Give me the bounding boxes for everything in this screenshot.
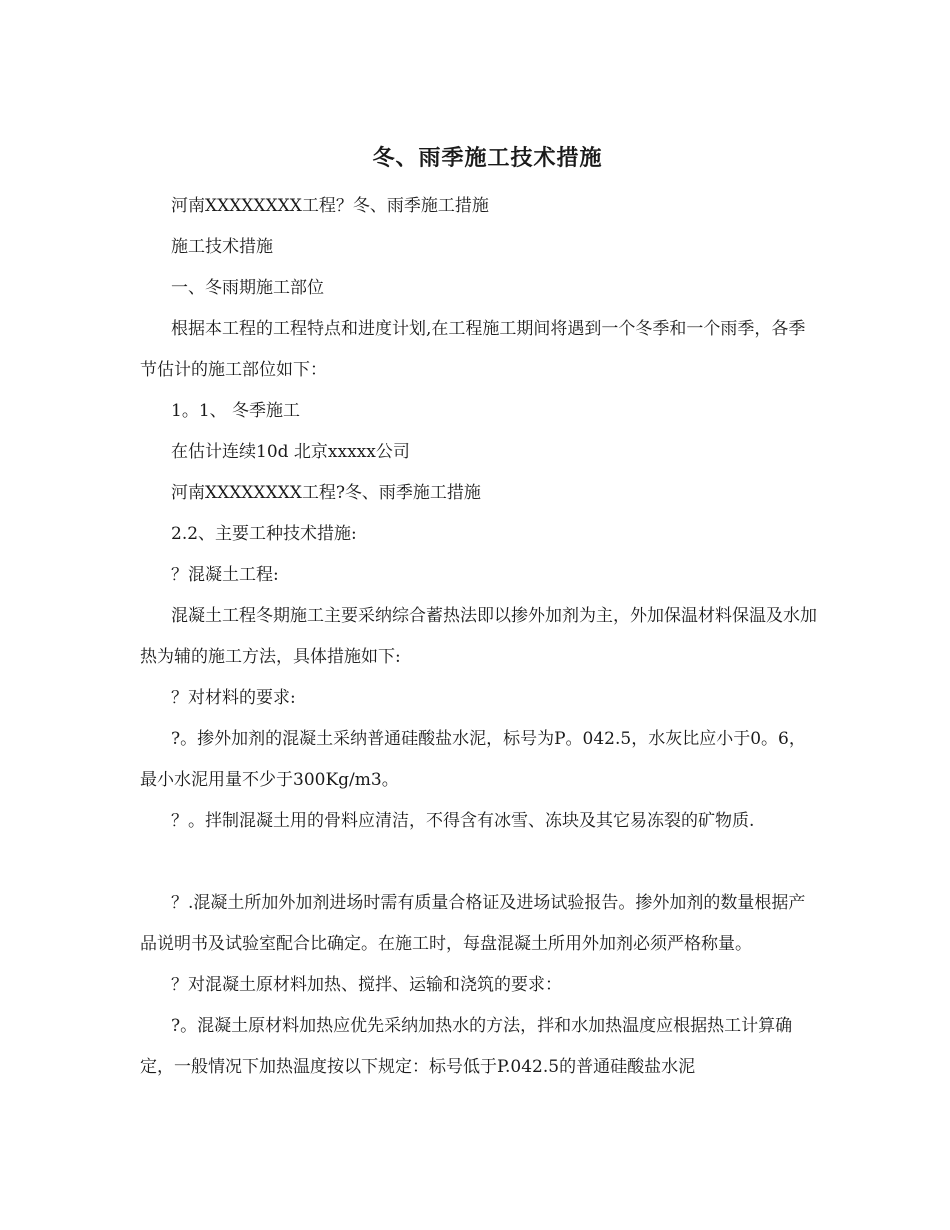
paragraph-winter-heading: 1。1、 冬季施工 bbox=[171, 401, 301, 421]
paragraph-project-heading-repeat: 河南XXXXXXXX工程?冬、雨季施工措施 bbox=[171, 483, 481, 503]
paragraph-admixture-requirement: ？.混凝土所加外加剂进场时需有质量合格证及进场试验报告。掺外加剂的数量根据产品说明书及试验室配合比确定。在施工时，每盘混凝土所用外加剂必须严格称量。 bbox=[140, 893, 806, 954]
paragraph-concrete-method: 混凝土工程冬期施工主要采纳综合蓄热法即以掺外加剂为主，外加保温材料保温及水加热为辅的施工方法，具体措施如下: bbox=[140, 606, 817, 667]
paragraph-company-line: 在估计连续10d 北京xxxxx公司 bbox=[171, 442, 410, 462]
paragraph-aggregate-requirement: ？。拌制混凝土用的骨料应清洁，不得含有冰雪、冻块及其它易冻裂的矿物质. bbox=[171, 811, 755, 831]
paragraph-concrete-heading: ？混凝土工程: bbox=[171, 565, 279, 585]
paragraph-material-requirements-heading: ？对材料的要求: bbox=[171, 688, 296, 708]
paragraph-cement-requirement: ?。掺外加剂的混凝土采纳普通硅酸盐水泥，标号为P。042.5，水灰比应小于0。6，最小水泥用量不少于300Kg/m3。 bbox=[140, 729, 806, 790]
paragraph-heating-requirements-heading: ？对混凝土原材料加热、搅拌、运输和浇筑的要求： bbox=[171, 975, 562, 995]
document-body bbox=[140, 186, 820, 1088]
paragraph-section-heading: 施工技术措施 bbox=[171, 237, 273, 257]
paragraph-main-measures-heading: 2.2、主要工种技术措施: bbox=[171, 524, 357, 544]
paragraph-schedule-intro: 根据本工程的工程特点和进度计划,在工程施工期间将遇到一个冬季和一个雨季，各季节估计的施工部位如下： bbox=[140, 319, 806, 380]
document-title: 冬、雨季施工技术措施 bbox=[372, 145, 603, 171]
paragraph-project-heading: 河南XXXXXXXX工程？冬、雨季施工措施 bbox=[171, 196, 489, 216]
paragraph-water-heating: ?。混凝土原材料加热应优先采纳加热水的方法，拌和水加热温度应根据热工计算确定，一般情况下加热温度按以下规定：标号低于P.042.5的普通硅酸盐水泥 bbox=[140, 1016, 793, 1077]
paragraph-part-one-heading: 一、冬雨期施工部位 bbox=[171, 278, 324, 298]
